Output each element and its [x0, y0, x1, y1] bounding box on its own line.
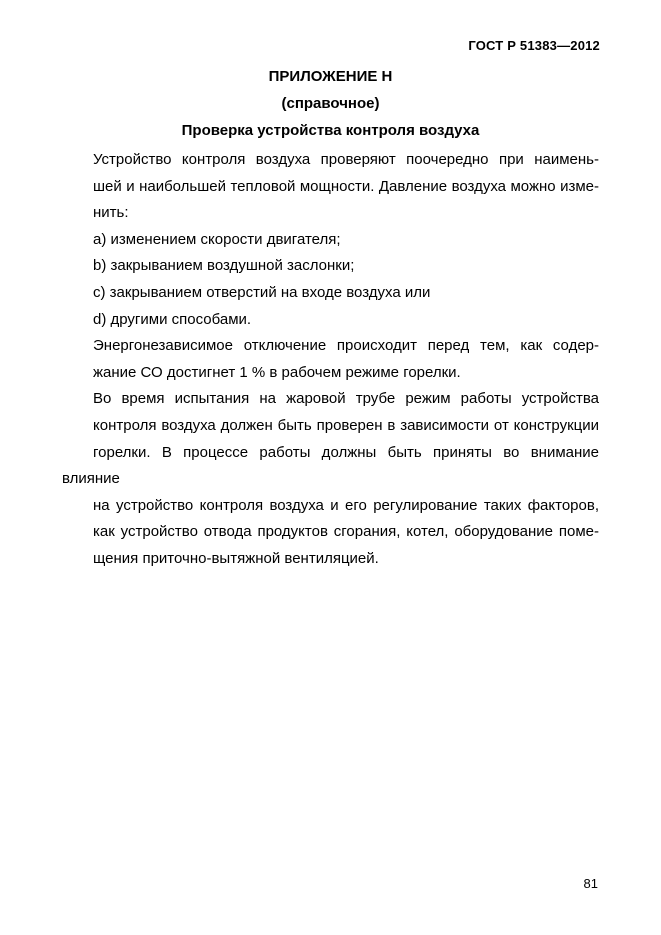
appendix-title: ПРИЛОЖЕНИЕ Н [268, 68, 393, 85]
list-item: b) закрыванием воздушной заслонки; [93, 257, 355, 275]
page-number: 81 [583, 876, 598, 891]
paragraph-fire-tube-test [62, 386, 599, 572]
text-line: щения приточно-вытяжной вентиляцией. [93, 549, 379, 567]
text-line: контроля воздуха должен быть проверен в зависимости от конструкции [93, 416, 599, 434]
list-item: c) закрыванием отверстий на входе воздуха или [93, 283, 431, 301]
list-item: a) изменением скорости двигателя; [93, 230, 341, 248]
paragraph-air-control-check [62, 147, 599, 227]
appendix-heading: Проверка устройства контроля воздуха [181, 122, 480, 139]
text-line: горелки. В процессе работы должны быть приняты во внимание влияние [62, 443, 599, 488]
list-item: d) другими способами. [93, 310, 252, 328]
text-line: как устройство отвода продуктов сгорания, котел, оборудование поме- [93, 523, 599, 541]
text-line: нить: [93, 204, 129, 222]
paragraph-shutdown [62, 333, 599, 386]
standard-code: ГОСТ Р 51383—2012 [468, 38, 600, 53]
text-line: шей и наибольшей тепловой мощности. Давление воздуха можно изме- [93, 177, 599, 195]
text-line: Энергонезависимое отключение происходит перед тем, как содер- [93, 337, 599, 355]
appendix-status: (справочное) [281, 95, 380, 112]
text-line: Во время испытания на жаровой трубе режим работы устройства [93, 390, 599, 408]
body-text [62, 147, 599, 573]
text-line: Устройство контроля воздуха проверяют поочередно при наимень- [93, 151, 599, 168]
text-line: на устройство контроля воздуха и его регулирование таких факторов, [93, 496, 599, 514]
text-line: жание СО достигнет 1 % в рабочем режиме горелки. [93, 363, 461, 381]
